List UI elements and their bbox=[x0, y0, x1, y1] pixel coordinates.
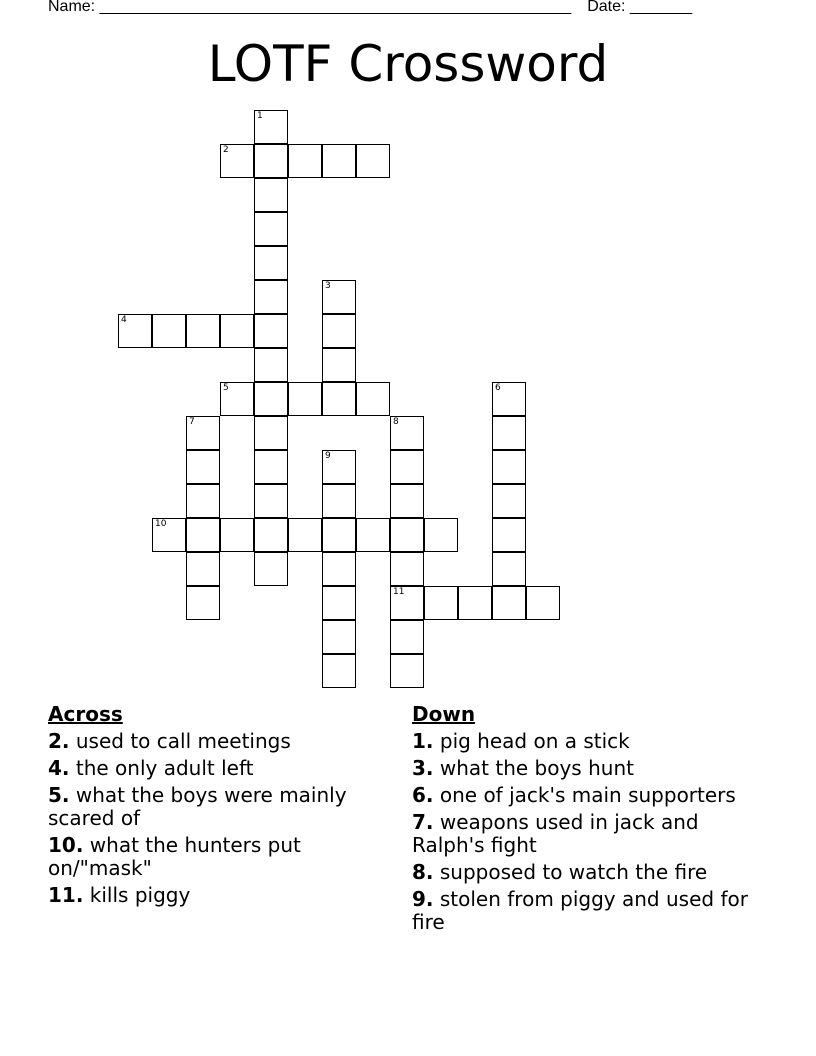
clue-number: 2 bbox=[223, 145, 229, 155]
grid-cell[interactable] bbox=[186, 484, 220, 518]
clue-number: 7 bbox=[189, 417, 195, 427]
grid-cell[interactable] bbox=[322, 654, 356, 688]
grid-cell[interactable] bbox=[390, 518, 424, 552]
clue-item: 2. used to call meetings bbox=[48, 729, 291, 753]
grid-cell[interactable] bbox=[254, 348, 288, 382]
grid-cell[interactable] bbox=[186, 518, 220, 552]
clue-number: 4 bbox=[121, 315, 127, 325]
grid-cell[interactable] bbox=[220, 518, 254, 552]
grid-cell[interactable] bbox=[254, 314, 288, 348]
grid-cell[interactable] bbox=[254, 518, 288, 552]
grid-cell[interactable] bbox=[322, 382, 356, 416]
grid-cell[interactable] bbox=[424, 518, 458, 552]
grid-cell[interactable] bbox=[118, 314, 152, 348]
grid-cell[interactable] bbox=[492, 416, 526, 450]
grid-cell[interactable] bbox=[492, 382, 526, 416]
grid-cell[interactable] bbox=[322, 348, 356, 382]
grid-cell[interactable] bbox=[186, 552, 220, 586]
grid-cell[interactable] bbox=[254, 450, 288, 484]
grid-cell[interactable] bbox=[152, 518, 186, 552]
grid-cell[interactable] bbox=[390, 654, 424, 688]
clue-number: 1 bbox=[257, 111, 263, 121]
down-clues bbox=[412, 703, 752, 938]
grid-cell[interactable] bbox=[186, 416, 220, 450]
grid-cell[interactable] bbox=[288, 144, 322, 178]
clue-number: 5 bbox=[223, 383, 229, 393]
grid-cell[interactable] bbox=[254, 280, 288, 314]
grid-cell[interactable] bbox=[254, 178, 288, 212]
clue-item: 4. the only adult left bbox=[48, 756, 254, 780]
across-clues bbox=[48, 703, 378, 911]
grid-cell[interactable] bbox=[186, 314, 220, 348]
clue-item: 7. weapons used in jack and Ralph's fight bbox=[412, 810, 699, 857]
grid-cell[interactable] bbox=[254, 382, 288, 416]
grid-cell[interactable] bbox=[220, 382, 254, 416]
grid-cell[interactable] bbox=[492, 518, 526, 552]
grid-cell[interactable] bbox=[390, 552, 424, 586]
grid-cell[interactable] bbox=[356, 382, 390, 416]
clue-item: 5. what the boys were mainly scared of bbox=[48, 783, 347, 830]
clue-item: 8. supposed to watch the fire bbox=[412, 860, 708, 884]
grid-cell[interactable] bbox=[186, 450, 220, 484]
grid-cell[interactable] bbox=[254, 484, 288, 518]
grid-cell[interactable] bbox=[424, 586, 458, 620]
grid-cell[interactable] bbox=[322, 518, 356, 552]
grid-cell[interactable] bbox=[322, 484, 356, 518]
grid-cell[interactable] bbox=[390, 620, 424, 654]
grid-cell[interactable] bbox=[288, 382, 322, 416]
grid-cell[interactable] bbox=[254, 552, 288, 586]
grid-cell[interactable] bbox=[322, 314, 356, 348]
clue-number: 11 bbox=[393, 587, 405, 597]
grid-cell[interactable] bbox=[254, 212, 288, 246]
grid-cell[interactable] bbox=[254, 110, 288, 144]
grid-cell[interactable] bbox=[390, 586, 424, 620]
across-heading: Across bbox=[48, 702, 123, 726]
grid-cell[interactable] bbox=[356, 144, 390, 178]
grid-cell[interactable] bbox=[254, 144, 288, 178]
grid-cell[interactable] bbox=[322, 586, 356, 620]
grid-cell[interactable] bbox=[288, 518, 322, 552]
clue-item: 6. one of jack's main supporters bbox=[412, 783, 736, 807]
grid-cell[interactable] bbox=[220, 314, 254, 348]
clue-item: 11. kills piggy bbox=[48, 883, 191, 907]
name-label: Name: _____________________________________________________ bbox=[48, 0, 572, 15]
clue-item: 3. what the boys hunt bbox=[412, 756, 634, 780]
clue-number: 10 bbox=[155, 519, 167, 529]
grid-cell[interactable] bbox=[220, 144, 254, 178]
clue-item: 10. what the hunters put on/"mask" bbox=[48, 833, 301, 880]
grid-cell[interactable] bbox=[152, 314, 186, 348]
clue-item: 9. stolen from piggy and used for fire bbox=[412, 887, 748, 934]
date-label: Date: _______ bbox=[587, 0, 693, 15]
grid-cell[interactable] bbox=[186, 586, 220, 620]
grid-cell[interactable] bbox=[322, 280, 356, 314]
grid-cell[interactable] bbox=[492, 450, 526, 484]
grid-cell[interactable] bbox=[322, 620, 356, 654]
clue-number: 6 bbox=[495, 383, 501, 393]
grid-cell[interactable] bbox=[356, 518, 390, 552]
grid-cell[interactable] bbox=[322, 450, 356, 484]
grid-cell[interactable] bbox=[390, 416, 424, 450]
grid-cell[interactable] bbox=[492, 484, 526, 518]
grid-cell[interactable] bbox=[254, 416, 288, 450]
grid-cell[interactable] bbox=[458, 586, 492, 620]
grid-cell[interactable] bbox=[526, 586, 560, 620]
down-heading: Down bbox=[412, 702, 476, 726]
grid-cell[interactable] bbox=[390, 484, 424, 518]
grid-cell[interactable] bbox=[254, 246, 288, 280]
page-title: LOTF Crossword bbox=[207, 35, 609, 93]
grid-cell[interactable] bbox=[492, 586, 526, 620]
grid-cell[interactable] bbox=[322, 552, 356, 586]
clue-number: 3 bbox=[325, 281, 331, 291]
clue-number: 8 bbox=[393, 417, 399, 427]
grid-cell[interactable] bbox=[492, 552, 526, 586]
grid-cell[interactable] bbox=[390, 450, 424, 484]
clue-number: 9 bbox=[325, 451, 331, 461]
grid-cell[interactable] bbox=[322, 144, 356, 178]
clue-item: 1. pig head on a stick bbox=[412, 729, 630, 753]
